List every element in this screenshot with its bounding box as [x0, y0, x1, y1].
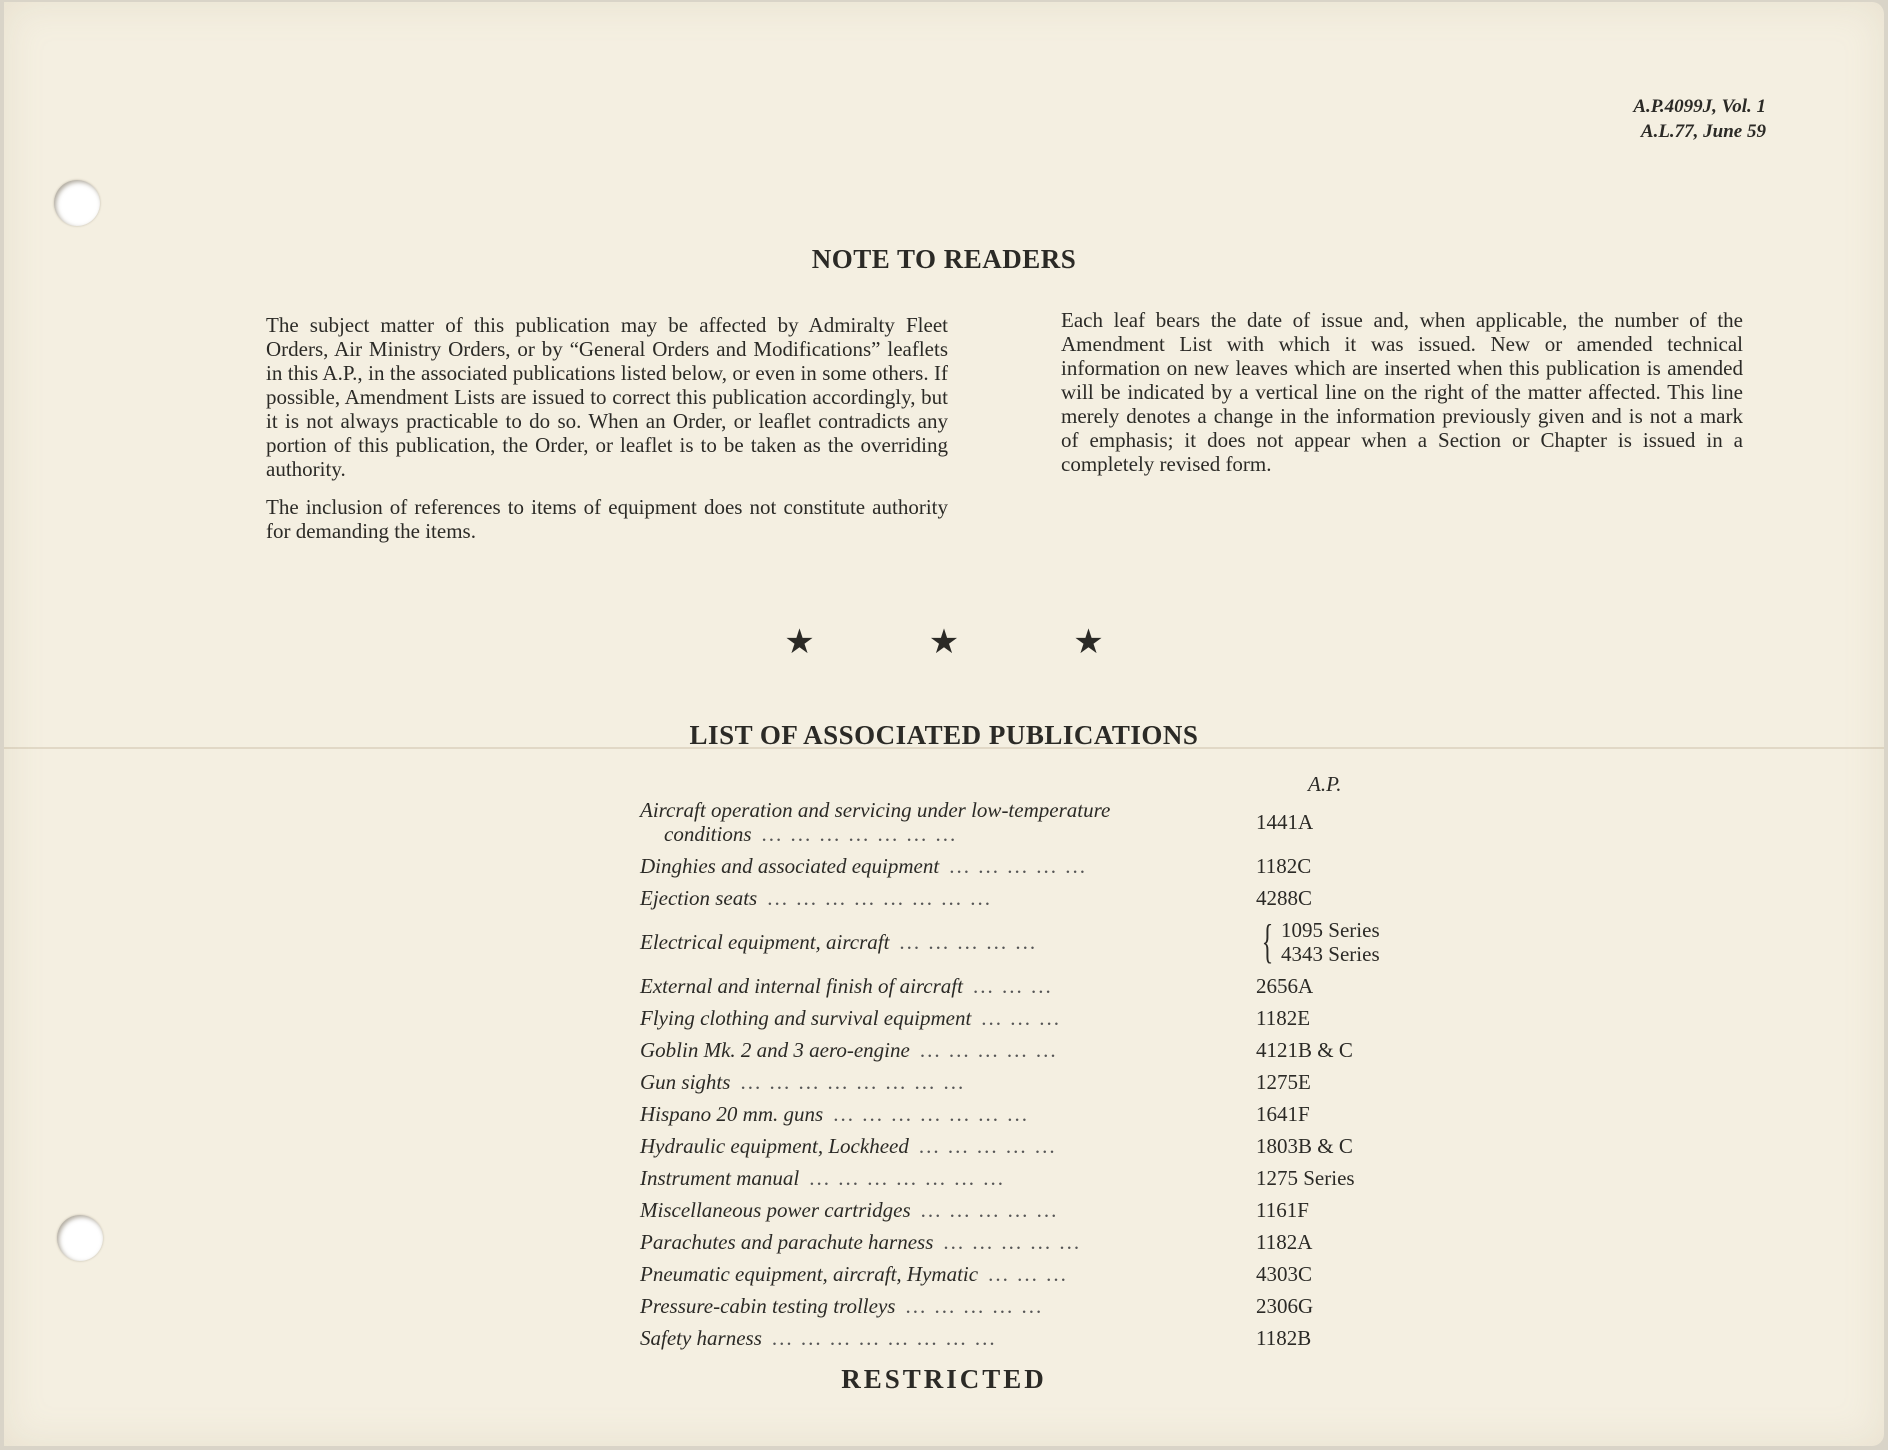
publication-name — [640, 1294, 1240, 1318]
list-item — [640, 1166, 1400, 1190]
publication-name — [640, 1070, 1240, 1094]
list-item — [640, 798, 1400, 846]
publication-title: External and internal finish of aircraft — [640, 974, 963, 998]
brace-icon: { — [1261, 915, 1274, 968]
star-divider — [4, 622, 1884, 662]
ap-number: 2656A — [1256, 974, 1314, 998]
ap-number: 1275 Series — [1256, 1166, 1355, 1190]
note-right-column — [1061, 308, 1743, 490]
ap-number: 1161F — [1256, 1198, 1309, 1222]
document-page — [4, 2, 1884, 1446]
list-item — [640, 1230, 1400, 1254]
publication-reference — [1633, 94, 1766, 144]
leader-dots: ... ... ... — [988, 1262, 1068, 1286]
leader-dots: ... ... ... ... ... ... ... ... — [767, 886, 992, 910]
ap-number: 4303C — [1256, 1262, 1313, 1286]
leader-dots: ... ... ... ... ... — [919, 1038, 1058, 1062]
publication-name — [640, 1198, 1240, 1222]
ap-number: 1803B & C — [1256, 1134, 1353, 1158]
publication-name — [640, 930, 1240, 954]
publication-name — [640, 1326, 1240, 1350]
list-item — [640, 1198, 1400, 1222]
ap-number: 1441A — [1256, 810, 1314, 834]
list-title: LIST OF ASSOCIATED PUBLICATIONS — [689, 720, 1199, 750]
publication-title: Aircraft operation and servicing under low-temperature — [640, 798, 1111, 822]
ap-number: 4121B & C — [1256, 1038, 1353, 1062]
publication-title-continued: conditions — [664, 822, 752, 846]
publication-title: Electrical equipment, aircraft — [640, 930, 890, 954]
ap-number: 1182B — [1256, 1326, 1312, 1350]
note-left-column — [266, 313, 948, 557]
note-title: NOTE TO READERS — [811, 244, 1077, 274]
publication-name — [640, 1230, 1240, 1254]
note-paragraph: The inclusion of references to items of equipment does not constitute authority for demanding the items. — [266, 495, 948, 543]
ap-number-2: 4343 Series — [1281, 942, 1380, 966]
list-item — [640, 886, 1400, 910]
publication-title: Hispano 20 mm. guns — [640, 1102, 824, 1126]
ap-number-1: 1095 Series — [1281, 918, 1380, 942]
publication-title: Ejection seats — [640, 886, 758, 910]
publication-title: Pressure-cabin testing trolleys — [640, 1294, 896, 1318]
ap-number: 1182A — [1256, 1230, 1313, 1254]
leader-dots: ... ... ... ... ... ... ... ... — [771, 1326, 997, 1350]
publication-name — [640, 1102, 1240, 1126]
publication-name — [640, 1166, 1240, 1190]
publication-name — [640, 1134, 1240, 1158]
list-item — [640, 915, 1400, 968]
leader-dots: ... ... ... ... ... ... ... — [761, 822, 958, 846]
reference-line-2: A.L.77, June 59 — [1640, 121, 1766, 142]
list-item — [640, 1102, 1400, 1126]
star-icon: ★ — [928, 624, 960, 661]
leader-dots: ... ... ... ... ... — [899, 930, 1038, 954]
ap-number: 4288C — [1256, 886, 1313, 910]
publication-name — [640, 1006, 1240, 1030]
ap-number: 1275E — [1256, 1070, 1311, 1094]
ap-column-heading: A.P. — [1308, 772, 1342, 796]
publication-title: Gun sights — [640, 1070, 731, 1094]
punch-hole-top — [54, 180, 100, 226]
publication-name — [640, 1038, 1240, 1062]
list-item — [640, 1262, 1400, 1286]
publication-title: Dinghies and associated equipment — [640, 854, 940, 878]
publication-title: Pneumatic equipment, aircraft, Hymatic — [640, 1262, 979, 1286]
list-item — [640, 854, 1400, 878]
ap-number — [1240, 915, 1380, 968]
publication-name — [640, 798, 1240, 846]
note-paragraph: The subject matter of this publication may be affected by Admiralty Fleet Orders, Air Ministry Orders, or by “General Orders and Modifications” leaflets in this A.P., in the associated publications listed below, or even in some others. If possible, Amendment Lists are issued to correct this publication accordingly, but it is not always practicable to do so. When an Order, or leaflet contradicts any portion of this publication, the Order, or leaflet is to be taken as the overriding authority. — [266, 313, 948, 481]
punch-hole-bottom — [57, 1215, 103, 1261]
publication-title: Miscellaneous power cartridges — [640, 1198, 911, 1222]
publication-title: Goblin Mk. 2 and 3 aero-engine — [640, 1038, 910, 1062]
publication-title: Flying clothing and survival equipment — [640, 1006, 972, 1030]
leader-dots: ... ... ... ... ... — [943, 1230, 1082, 1254]
leader-dots: ... ... ... — [981, 1006, 1062, 1030]
star-icon: ★ — [784, 624, 815, 661]
list-item — [640, 1294, 1400, 1318]
list-item — [640, 974, 1400, 998]
list-item — [640, 1006, 1400, 1030]
ap-number: 1182E — [1256, 1006, 1311, 1030]
reference-line-1: A.P.4099J, Vol. 1 — [1633, 96, 1766, 117]
note-paragraph: Each leaf bears the date of issue and, when applicable, the number of the Amendment List with which it was issued. New or amended technical information on new leaves which are inserted when this publication is amended will be indicated by a vertical line on the right of the matter affected. This line merely denotes a change in the information previously given and is not a mark of emphasis; it does not appear when a Section or Chapter is issued in a completely revised form. — [1061, 308, 1743, 476]
leader-dots: ... ... ... ... ... — [920, 1198, 1059, 1222]
publication-name — [640, 854, 1240, 878]
leader-dots: ... ... ... ... ... ... ... — [833, 1102, 1029, 1126]
publication-name — [640, 886, 1240, 910]
list-item — [640, 1070, 1400, 1094]
leader-dots: ... ... ... ... ... — [905, 1294, 1044, 1318]
leader-dots: ... ... ... — [972, 974, 1053, 998]
leader-dots: ... ... ... ... ... ... ... — [809, 1166, 1005, 1190]
publications-list — [640, 798, 1400, 1358]
leader-dots: ... ... ... ... ... — [949, 854, 1087, 878]
ap-number: 2306G — [1256, 1294, 1314, 1318]
list-item — [640, 1134, 1400, 1158]
publication-name — [640, 1262, 1240, 1286]
publication-title: Parachutes and parachute harness — [640, 1230, 934, 1254]
leader-dots: ... ... ... ... ... — [918, 1134, 1057, 1158]
publication-name — [640, 974, 1240, 998]
publication-title: Hydraulic equipment, Lockheed — [640, 1134, 909, 1158]
publication-title: Instrument manual — [640, 1166, 800, 1190]
list-item — [640, 1038, 1400, 1062]
ap-number: 1182C — [1256, 854, 1312, 878]
leader-dots: ... ... ... ... ... ... ... ... — [740, 1070, 966, 1094]
publication-title: Safety harness — [640, 1326, 762, 1350]
ap-number: 1641F — [1256, 1102, 1310, 1126]
security-classification: RESTRICTED — [841, 1364, 1047, 1394]
list-item — [640, 1326, 1400, 1350]
star-icon: ★ — [1073, 624, 1104, 661]
